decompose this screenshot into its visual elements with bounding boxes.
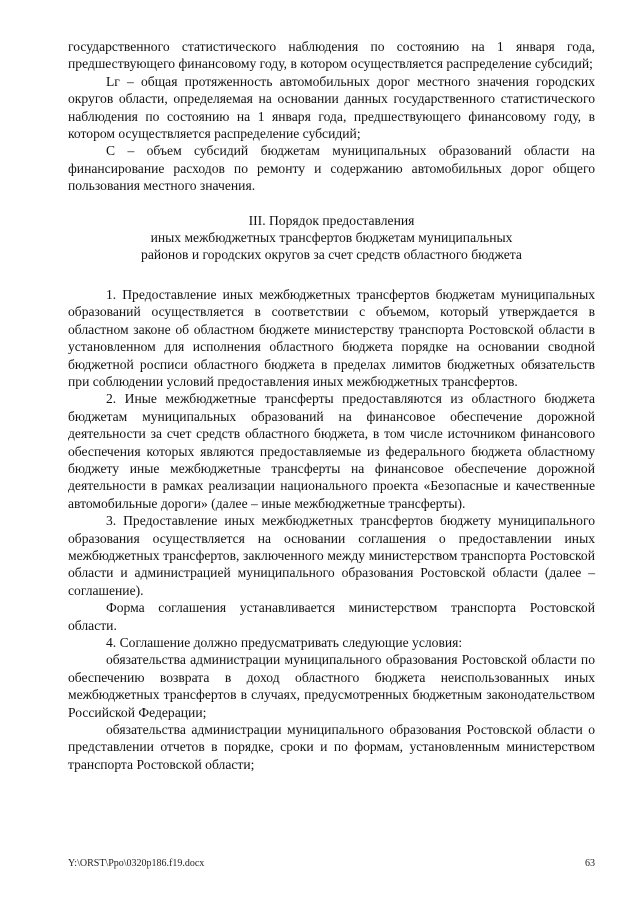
section-heading-line-2: иных межбюджетных трансфертов бюджетам муниципальных: [150, 230, 513, 246]
footer-file-path: Y:\ORST\Ppo\0320p186.f19.docx: [68, 858, 205, 869]
paragraph-item-4: 4. Соглашение должно предусматривать следующие условия:: [106, 635, 463, 650]
section-heading: [68, 212, 595, 264]
paragraph-condition-return: обязательства администрации муниципального образования Ростовской области по обеспечению возврата в доход областного бюджета неиспользованных иных межбюджетных трансфертов в случаях, предусмотренных бюджетным законодательством Российской Федерации;: [68, 652, 595, 720]
section-heading-line-3: районов и городских округов за счет средств областного бюджета: [141, 247, 522, 263]
paragraph-continuation: государственного статистического наблюдения по состоянию на 1 января года, предшествующего финансовому году, в котором осуществляется распределение субсидий;: [68, 39, 595, 72]
paragraph-condition-reports: обязательства администрации муниципального образования Ростовской области о представлении отчетов в порядке, сроки и по формам, установленным министерством транспорта Ростовской области;: [68, 722, 595, 772]
paragraph-c-definition: С – объем субсидий бюджетам муниципальных образований области на финансирование расходов по ремонту и содержанию автомобильных дорог общего пользования местного значения.: [68, 143, 595, 194]
paragraph-item-2: 2. Иные межбюджетные трансферты предоставляются из областного бюджета бюджетам муниципальных образований на финансовое обеспечение дорожной деятельности за счет средств областного бюджета, в том числе источником финансового обеспечения которых являются предоставляемые из федерального бюджета областному бюджету иные межбюджетные трансферты на финансовое обеспечение дорожной деятельности в рамках реализации национального проекта «Безопасные и качественные автомобильные дороги» (далее – иные межбюджетные трансферты).: [68, 391, 595, 511]
paragraph-item-3: 3. Предоставление иных межбюджетных трансфертов бюджету муниципального образования осуществляется на основании соглашения о предоставлении иных межбюджетных трансфертов, заключенного между министерством транспорта Ростовской области и администрацией муниципального образования Ростовской области (далее – соглашение).: [68, 513, 595, 598]
paragraph-item-1: 1. Предоставление иных межбюджетных трансфертов бюджетам муниципальных образований осуществляется в соответствии с объемом, который утверждается в областном законе об областном бюджете министерству транспорта Ростовской области в установленном для исполнения областного бюджета порядке на основании сводной бюджетной росписи областного бюджета в пределах лимитов бюджетных обязательств при соблюдении условий предоставления иных межбюджетных трансфертов.: [68, 286, 595, 389]
paragraph-lg-definition: Lг – общая протяженность автомобильных дорог местного значения городских округов области, определяемая на основании данных государственного статистического наблюдения по состоянию на 1 января года, предшествующего финансовому году, в котором осуществляется распределение субсидий;: [68, 73, 595, 142]
page-number: 63: [585, 858, 595, 869]
document-body: [68, 38, 595, 773]
section-heading-line-1: III. Порядок предоставления: [248, 212, 415, 228]
paragraph-agreement-form: Форма соглашения устанавливается министерством транспорта Ростовской области.: [68, 600, 595, 633]
